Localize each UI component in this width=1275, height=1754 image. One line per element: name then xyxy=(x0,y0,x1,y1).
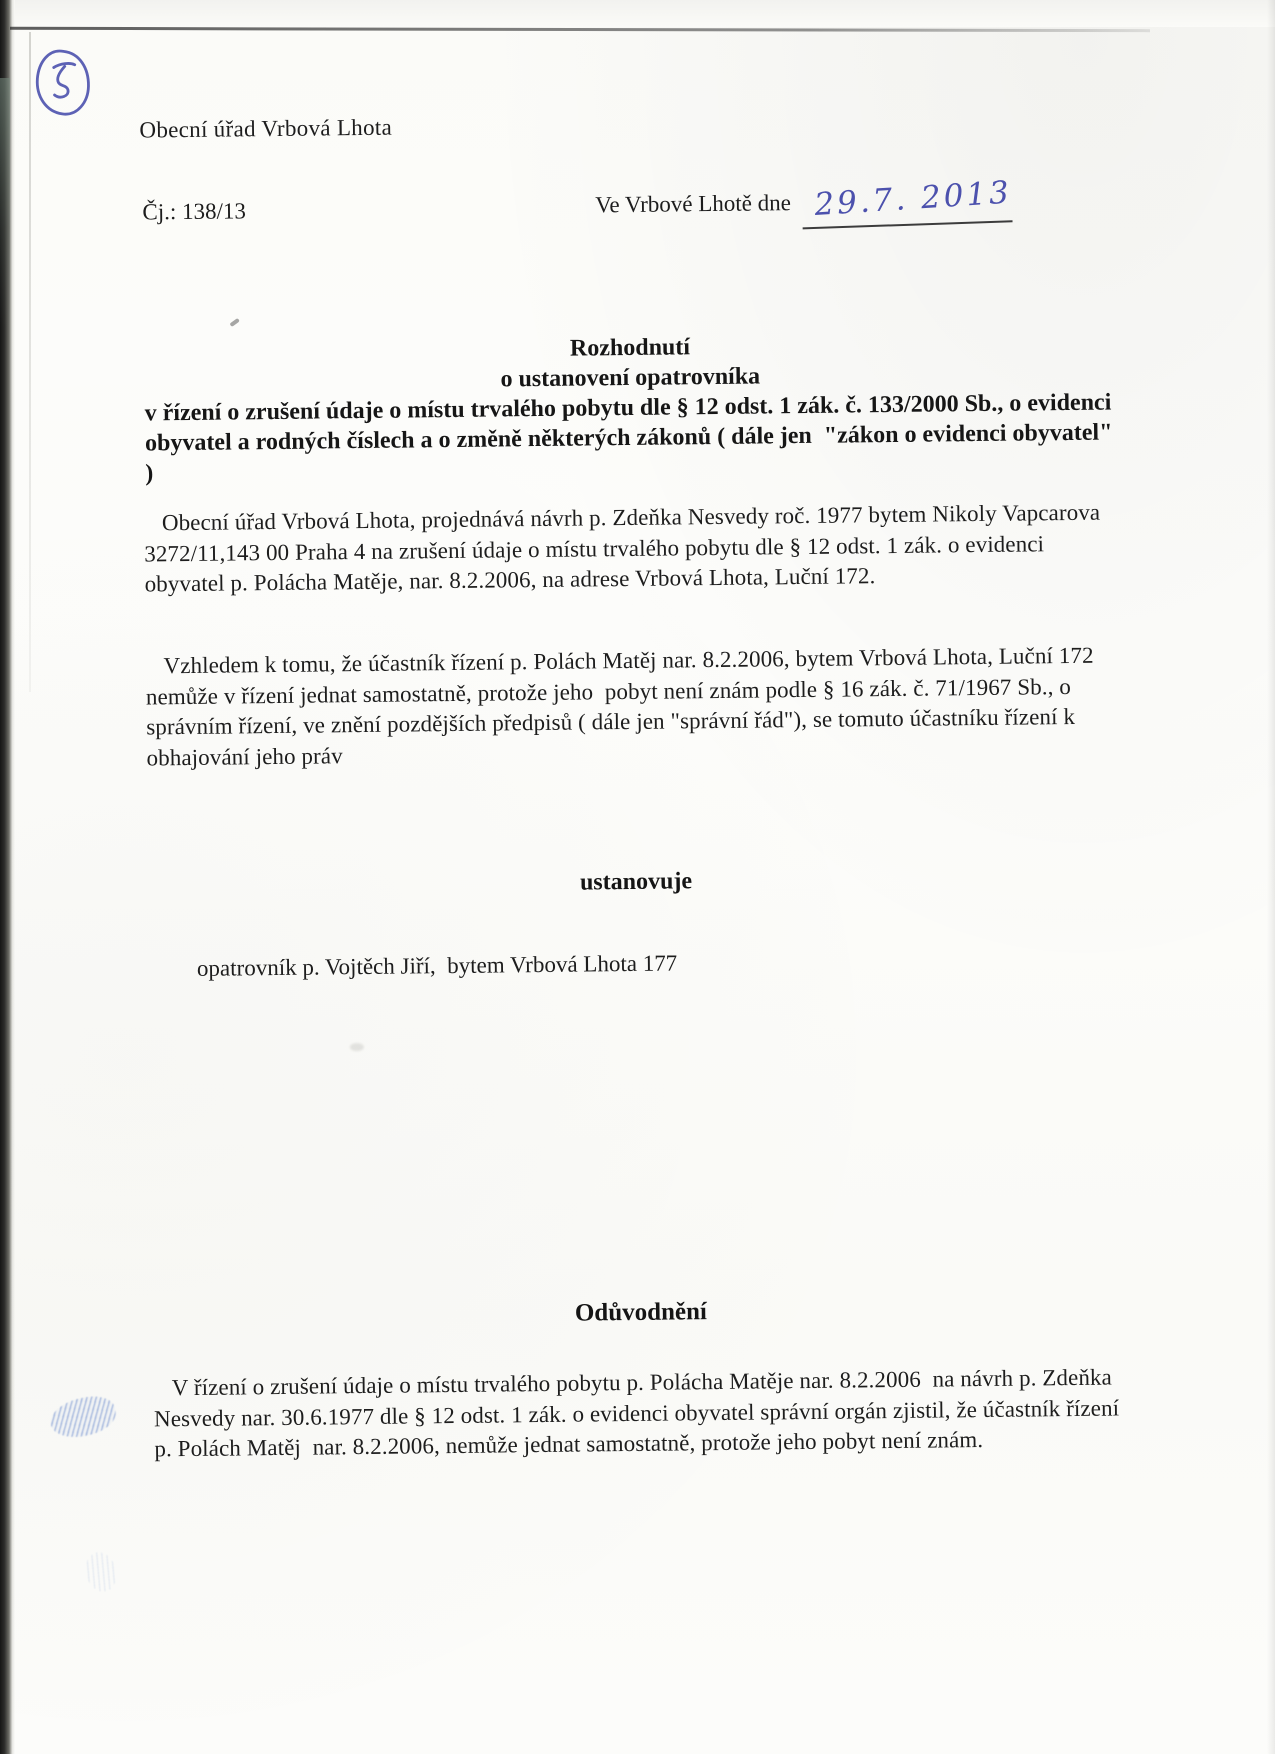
handwritten-circled-page-number xyxy=(30,44,95,119)
circled-5-ink-drawing xyxy=(30,44,95,119)
document-title-block xyxy=(144,327,1118,488)
paragraph-guardian-reasoning: Vzhledem k tomu, že účastník řízení p. Polách Matěj nar. 8.2.2006, bytem Vrbová Lhota, Luční 172 nemůže v řízení jednat samostatně, protože jeho pobyt není znám podle § 16 zák. č. 71/1967 Sb., o správním řízení, ve znění pozdějších předpisů ( dále jen "správní řád"), se tomuto účastníku řízení k obhajování jeho práv xyxy=(145,642,1100,770)
scan-speck xyxy=(350,1043,364,1051)
decree-heading: ustanovuje xyxy=(579,868,693,896)
document-title: Rozhodnutí xyxy=(569,334,691,362)
paragraph-justification: V řízení o zrušení údaje o místu trvalého pobytu p. Polácha Matěje nar. 8.2.2006 na návrh p. Zdeňka Nesvedy nar. 30.6.1977 dle § 12 odst. 1 zák. o evidenci obyvatel správní orgán zjistil, že účastník řízení p. Polách Matěj nar. 8.2.2006, nemůže jednat samostatně, protože jeho pobyt není znám. xyxy=(153,1364,1126,1462)
handwritten-date: 29.7. 2013 xyxy=(813,174,1013,223)
justification-heading: Odůvodnění xyxy=(574,1298,708,1327)
decree-guardian-appointment: opatrovník p. Vojtěch Jiří, bytem Vrbová Lhota 177 xyxy=(196,950,678,981)
dateline-label: Ve Vrbové Lhotě dne xyxy=(595,190,792,218)
document-subject: v řízení o zrušení údaje o místu trvalého pobytu dle § 12 odst. 1 zák. č. 133/2000 Sb., o evidenci obyvatel a rodných číslech a o změně některých zákonů ( dále jen "zákon o evidenci obyvatel" ) xyxy=(144,389,1119,487)
document-subtitle: o ustanovení opatrovníka xyxy=(500,363,761,393)
scan-speck xyxy=(229,318,239,327)
paragraph-proceeding-description: Obecní úřad Vrbová Lhota, projednává návrh p. Zdeňka Nesvedy roč. 1977 bytem Nikoly Vapcarova 3272/11,143 00 Praha 4 na zrušení údaje o místu trvalého pobytu dle § 12 odst. 1 zák. o evidenci obyvatel p. Polácha Matěje, nar. 8.2.2006, na adrese Vrbová Lhota, Luční 172. xyxy=(144,499,1107,597)
reference-number: Čj.: 138/13 xyxy=(142,198,247,225)
office-name: Obecní úřad Vrbová Lhota xyxy=(139,114,393,143)
